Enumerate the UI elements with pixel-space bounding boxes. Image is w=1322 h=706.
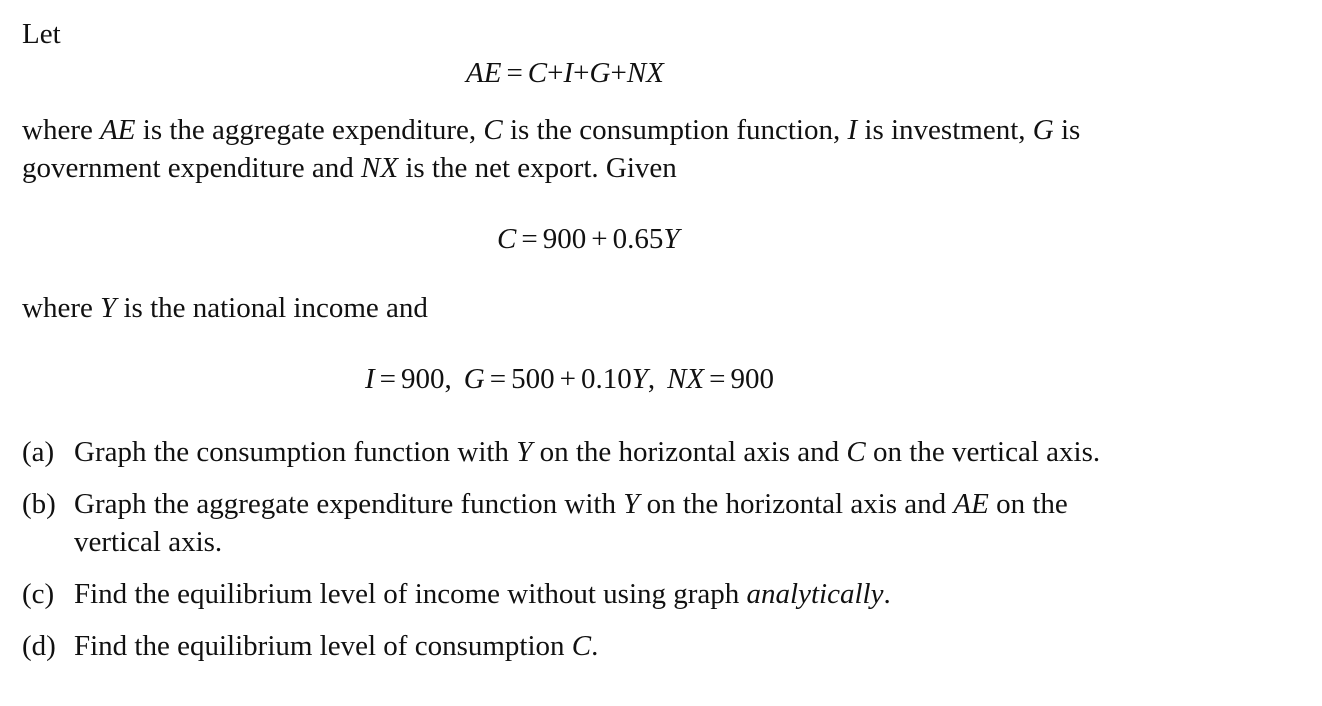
var-nx: NX: [626, 57, 664, 89]
var-nx: NX: [361, 152, 399, 184]
equation-investment-government-netexport: [365, 360, 774, 398]
var-y: Y: [100, 292, 117, 324]
text: Find the equilibrium level of income without using graph: [74, 578, 747, 610]
var-ae: AE: [466, 57, 502, 89]
text: on the horizontal axis and: [639, 488, 954, 520]
var-c: C: [497, 223, 517, 255]
var-ae: AE: [953, 488, 989, 520]
item-label: (d): [22, 630, 56, 662]
text: government expenditure and: [22, 152, 362, 184]
eq-sign: =: [506, 57, 523, 89]
text: .: [591, 630, 599, 662]
text: is: [1053, 114, 1081, 146]
text: is the aggregate expenditure,: [135, 114, 484, 146]
var-c: C: [846, 436, 866, 468]
question-item-a: [22, 433, 1312, 471]
number: 500: [511, 363, 555, 395]
text: on the vertical axis.: [865, 436, 1101, 468]
var-y: Y: [663, 223, 680, 255]
number: 0.10: [580, 363, 632, 395]
intro-let: Let: [22, 18, 61, 50]
plus-sign: +: [573, 57, 590, 89]
plus-sign: +: [547, 57, 564, 89]
eq-sign: =: [379, 363, 397, 395]
var-i: I: [365, 363, 375, 395]
text: is the national income and: [116, 292, 428, 324]
number: 0.65: [612, 223, 664, 255]
var-c: C: [571, 630, 592, 662]
var-i: I: [563, 57, 574, 89]
text: is investment,: [857, 114, 1033, 146]
text: is the consumption function,: [502, 114, 848, 146]
var-c: C: [527, 57, 548, 89]
text: on the horizontal axis and: [532, 436, 847, 468]
text: .: [883, 578, 891, 610]
paragraph-definitions-line2: [22, 149, 677, 187]
question-item-b: [22, 485, 1312, 561]
text: is the net export. Given: [398, 152, 677, 184]
plus-sign: +: [591, 223, 608, 255]
plus-sign: +: [610, 57, 627, 89]
item-label: (b): [22, 488, 56, 520]
var-g: G: [463, 363, 485, 395]
item-label: (c): [22, 578, 55, 610]
equation-aggregate-expenditure: [466, 54, 664, 92]
number: 900: [542, 223, 587, 255]
comma: ,: [647, 363, 656, 395]
eq-sign: =: [521, 223, 538, 255]
item-text: [74, 627, 598, 665]
text: where: [22, 292, 101, 324]
var-y: Y: [631, 363, 648, 395]
text: on the: [988, 488, 1068, 520]
number: 900: [730, 363, 775, 395]
equation-consumption: [497, 220, 679, 258]
number: 900,: [401, 363, 452, 395]
item-text-continued: vertical axis.: [74, 526, 223, 558]
text: where: [22, 114, 101, 146]
var-y: Y: [516, 436, 533, 468]
text: Graph the aggregate expenditure function with: [74, 488, 624, 520]
plus-sign: +: [559, 363, 576, 395]
emphasis: analytically: [746, 578, 884, 610]
var-y: Y: [623, 488, 640, 520]
question-item-d: [22, 627, 1312, 665]
eq-sign: =: [489, 363, 507, 395]
paragraph-definitions-line1: [22, 111, 1080, 149]
eq-sign: =: [709, 363, 726, 395]
item-label: (a): [22, 436, 55, 468]
text: Graph the consumption function with: [74, 436, 517, 468]
item-text: [74, 485, 1068, 523]
text: Find the equilibrium level of consumption: [74, 630, 572, 662]
var-i: I: [847, 114, 858, 146]
var-g: G: [1032, 114, 1054, 146]
var-ae: AE: [100, 114, 136, 146]
question-item-c: [22, 575, 1312, 613]
item-text: [74, 433, 1100, 471]
var-g: G: [589, 57, 611, 89]
var-nx: NX: [667, 363, 705, 395]
paragraph-national-income: [22, 289, 428, 327]
var-c: C: [483, 114, 503, 146]
item-text: [74, 575, 891, 613]
